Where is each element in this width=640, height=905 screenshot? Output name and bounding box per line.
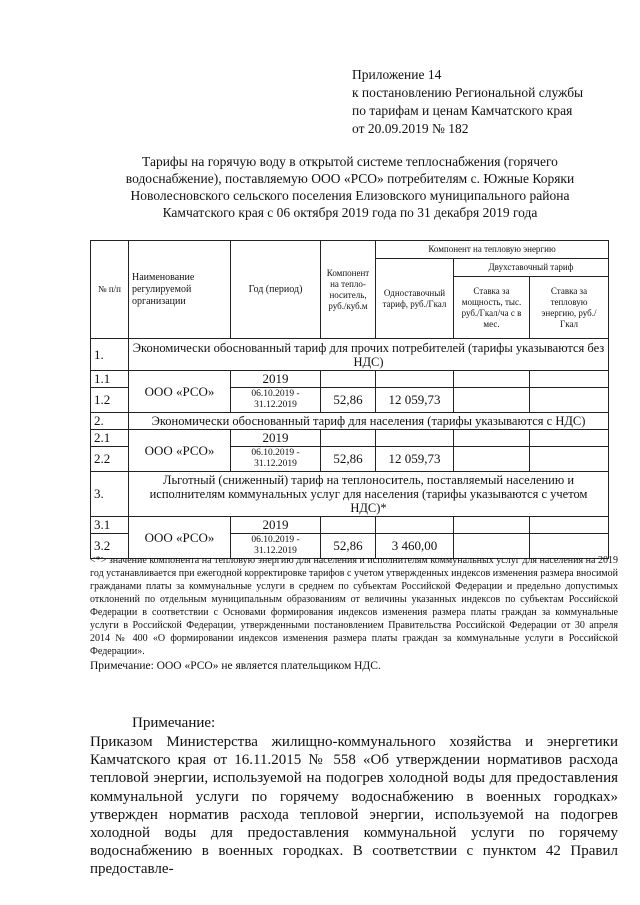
row-carrier — [321, 371, 376, 388]
appendix-line: к постановлению Региональной службы — [352, 85, 584, 100]
header-num: № п/п — [91, 241, 129, 339]
remark-text: Приказом Министерства жилищно-коммунального хозяйства и энергетики Камчатского края от 16.11.2015 № 558 «Об утверждении нормативов расхода тепловой энергии, используемой на подогрев холодной воды для предоставления коммунальной услуги по горячему водоснабжению в военных городках» утвержден норматив расхода тепловой энергии, используемой на подогрев холодной воды для предоставления коммунальной услуги по горячему водоснабжению в военных городках. В соответствии с пунктом 42 Правил предоставле- — [90, 734, 618, 878]
appendix-line: Приложение 14 — [352, 67, 442, 82]
table-row — [91, 430, 609, 447]
row-power — [454, 447, 530, 472]
appendix-block — [352, 66, 632, 138]
row-carrier — [321, 517, 376, 534]
row-single: 12 059,73 — [376, 447, 454, 472]
row-carrier — [321, 430, 376, 447]
remark-heading: Примечание: — [132, 715, 216, 731]
title-line: Новолесновского сельского поселения Елизовского муниципального района — [130, 188, 570, 203]
section-title: Экономически обоснованный тариф для прочих потребителей (тарифы указываются без НДС) — [129, 339, 609, 371]
row-num: 2.2 — [91, 447, 129, 472]
header-two-part: Двухставочный тариф — [454, 259, 609, 277]
row-carrier: 52,86 — [321, 534, 376, 559]
row-period: 06.10.2019 - 31.12.2019 — [231, 447, 321, 472]
row-energy — [530, 388, 609, 413]
row-single — [376, 430, 454, 447]
row-power — [454, 388, 530, 413]
row-energy — [530, 371, 609, 388]
table-row — [91, 517, 609, 534]
row-power — [454, 430, 530, 447]
row-energy — [530, 517, 609, 534]
table-row — [91, 371, 609, 388]
row-period: 2019 — [231, 517, 321, 534]
section-num: 1. — [91, 339, 129, 371]
header-single-rate: Одноставочный тариф, руб./Гкал — [376, 259, 454, 339]
row-period: 2019 — [231, 430, 321, 447]
section-row — [91, 413, 609, 430]
section-title: Экономически обоснованный тариф для населения (тарифы указываются с НДС) — [129, 413, 609, 430]
org-name: ООО «РСО» — [129, 371, 231, 413]
row-energy — [530, 447, 609, 472]
section-num: 2. — [91, 413, 129, 430]
row-num: 2.1 — [91, 430, 129, 447]
row-period: 06.10.2019 - 31.12.2019 — [231, 388, 321, 413]
document-title — [80, 153, 620, 221]
header-org: Наименование регулируемой организации — [129, 241, 231, 339]
row-power — [454, 517, 530, 534]
org-name: ООО «РСО» — [129, 517, 231, 559]
vat-note: Примечание: ООО «РСО» не является плательщиком НДС. — [90, 660, 381, 672]
row-num: 3.2 — [91, 534, 129, 559]
header-year: Год (период) — [231, 241, 321, 339]
header-carrier: Компонент на теплоноситель, руб./куб.м — [321, 241, 376, 339]
row-power — [454, 371, 530, 388]
section-title: Льготный (сниженный) тариф на теплоноситель, поставляемый населению и исполнителям коммунальных услуг для населения (тарифы указываются с учетом НДС)* — [129, 472, 609, 517]
row-num: 1.2 — [91, 388, 129, 413]
section-row — [91, 472, 609, 517]
row-single — [376, 371, 454, 388]
row-single — [376, 517, 454, 534]
appendix-line: по тарифам и ценам Камчатского края — [352, 103, 573, 118]
header-energy-rate: Ставка за тепловую энергию, руб./Гкал — [530, 277, 609, 339]
section-num: 3. — [91, 472, 129, 517]
row-period: 06.10.2019 - 31.12.2019 — [231, 534, 321, 559]
row-period: 2019 — [231, 371, 321, 388]
row-single: 3 460,00 — [376, 534, 454, 559]
title-line: Камчатского края с 06 октября 2019 года по 31 декабря 2019 года — [162, 205, 538, 220]
section-row — [91, 339, 609, 371]
title-line: Тарифы на горячую воду в открытой системе теплоснабжения (горячего — [142, 154, 558, 169]
row-carrier: 52,86 — [321, 447, 376, 472]
header-energy-group: Компонент на тепловую энергию — [376, 241, 609, 259]
org-name: ООО «РСО» — [129, 430, 231, 472]
tariff-table — [90, 240, 609, 559]
remark-body — [90, 733, 618, 879]
row-num: 1.1 — [91, 371, 129, 388]
title-line: водоснабжение), поставляемую ООО «РСО» потребителям с. Южные Коряки — [125, 171, 575, 186]
appendix-line: от 20.09.2019 № 182 — [352, 121, 469, 136]
row-single: 12 059,73 — [376, 388, 454, 413]
row-energy — [530, 430, 609, 447]
footnote-text: <*> значение компонента на тепловую энергию для населения и исполнителям коммунальных услуг для населения на 2019 год устанавливается при ежегодной корректировке тарифов с учетом утвержденных индексов изменения размера вносимой гражданами платы за коммунальные услуги в среднем по субъектам Российской Федерации и предельно допустимых отклонений по отдельным муниципальным образованиям от величины указанных индексов по субъектам Российской Федерации в соответствии с Основами формирования индексов изменения размера платы граждан за коммунальные услуги в Российской Федерации, утвержденными постановлением Правительства Российской Федерации от 30 апреля 2014 № 400 «О формировании индексов изменения размера платы граждан за коммунальные услуги в Российской Федерации». — [90, 555, 618, 657]
row-carrier: 52,86 — [321, 388, 376, 413]
header-power-rate: Ставка за мощность, тыс. руб./Гкал/ча с в мес. — [454, 277, 530, 339]
footnotes — [90, 554, 618, 673]
row-num: 3.1 — [91, 517, 129, 534]
